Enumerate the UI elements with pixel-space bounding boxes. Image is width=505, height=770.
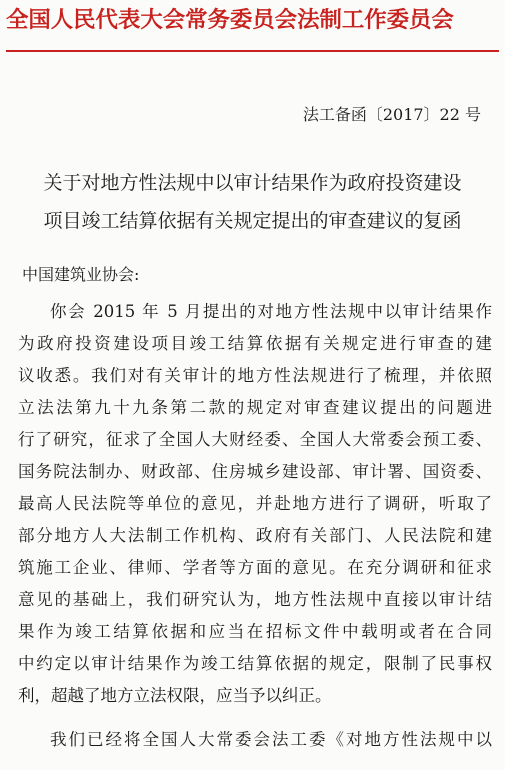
body-line: 部分地方人大法制工作机构、政府有关部门、人民法院和建 <box>18 526 492 545</box>
body-line: 行了研究，征求了全国人大财经委、全国人大常委会预工委、 <box>18 430 492 449</box>
body-line: 筑施工企业、律师、学者等方面的意见。在充分调研和征求 <box>18 558 492 577</box>
title-line-1: 关于对地方性法规中以审计结果作为政府投资建设 <box>43 172 462 194</box>
body-line: 意见的基础上，我们研究认为，地方性法规中直接以审计结 <box>18 590 492 609</box>
body-line: 你会 2015 年 5 月提出的对地方性法规中以审计结果作 <box>50 302 492 321</box>
body-line: 中约定以审计结果作为竣工结算依据的规定，限制了民事权 <box>18 654 492 673</box>
document-title <box>0 164 505 240</box>
body-line: 我们已经将全国人大常委会法工委《对地方性法规中以 <box>50 730 492 749</box>
body-line: 为政府投资建设项目竣工结算依据有关规定进行审查的建 <box>18 334 492 353</box>
body-line: 利，超越了地方立法权限，应当予以纠正。 <box>18 686 332 705</box>
body-line: 果作为竣工结算依据和应当在招标文件中载明或者在合同 <box>18 622 492 641</box>
letterhead-rule <box>6 50 499 52</box>
letter-body <box>18 296 492 756</box>
salutation: 中国建筑业协会: <box>22 265 140 284</box>
body-line: 议收悉。我们对有关审计的地方性法规进行了梳理，并依照 <box>18 366 492 385</box>
body-line: 国务院法制办、财政部、住房城乡建设部、审计署、国资委、 <box>18 462 492 481</box>
document-number: 法工备函〔2017〕22 号 <box>302 105 481 124</box>
body-line: 最高人民法院等单位的意见，并赴地方进行了调研，听取了 <box>18 494 492 513</box>
letterhead-title: 全国人民代表大会常务委员会法制工作委员会 <box>6 7 454 33</box>
body-line: 立法法第九十九条第二款的规定对审查建议提出的问题进 <box>18 398 492 417</box>
title-line-2: 项目竣工结算依据有关规定提出的审查建议的复函 <box>43 210 462 232</box>
